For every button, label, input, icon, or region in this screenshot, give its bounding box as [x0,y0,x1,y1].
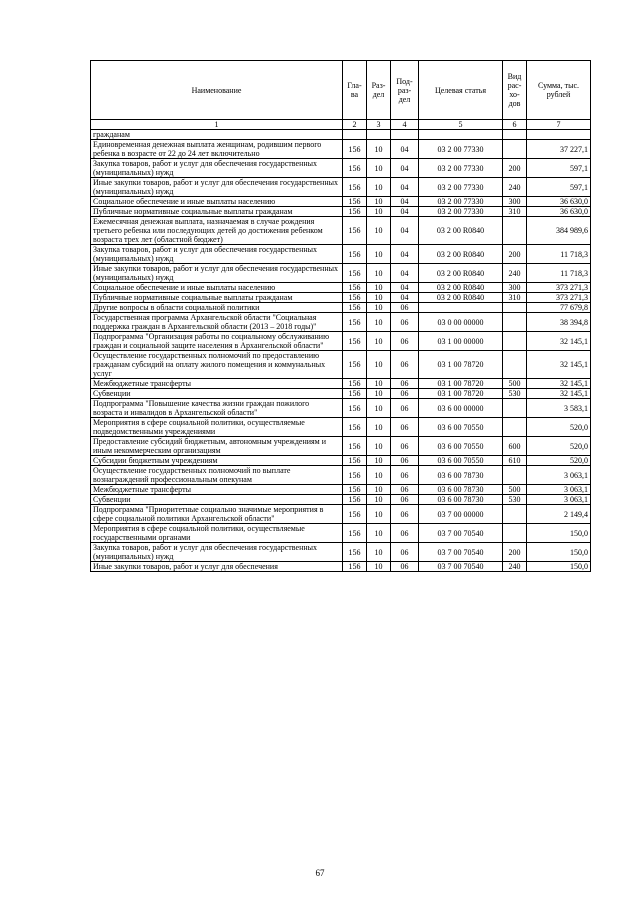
cell-podrazdel: 06 [391,485,419,495]
cell-sum: 37 227,1 [527,140,591,159]
cell-podrazdel: 06 [391,524,419,543]
cell-sum: 150,0 [527,524,591,543]
table-row [91,207,591,217]
cell-name: Закупка товаров, работ и услуг для обеспечения государственных (муниципальных) нужд [91,543,343,562]
column-number: 5 [419,120,503,130]
cell-glava: 156 [343,505,367,524]
header-target: Целевая статья [419,61,503,120]
cell-target: 03 2 00 77330 [419,197,503,207]
cell-podrazdel [391,130,419,140]
cell-name: Субвенции [91,389,343,399]
cell-vid: 240 [503,264,527,283]
cell-target: 03 2 00 R0840 [419,245,503,264]
column-number: 4 [391,120,419,130]
cell-podrazdel: 04 [391,283,419,293]
cell-glava: 156 [343,543,367,562]
cell-name: Социальное обеспечение и иные выплаты населению [91,283,343,293]
cell-target: 03 1 00 00000 [419,332,503,351]
cell-name: Иные закупки товаров, работ и услуг для обеспечения государственных (муниципальных) нужд [91,178,343,197]
cell-name: Другие вопросы в области социальной политики [91,303,343,313]
header-razdel: Раз-дел [367,61,391,120]
table-row [91,562,591,572]
cell-razdel: 10 [367,379,391,389]
cell-glava: 156 [343,485,367,495]
cell-name: Иные закупки товаров, работ и услуг для обеспечения государственных (муниципальных) нужд [91,264,343,283]
cell-sum: 373 271,3 [527,283,591,293]
cell-razdel: 10 [367,456,391,466]
cell-name: Иные закупки товаров, работ и услуг для обеспечения [91,562,343,572]
cell-glava: 156 [343,159,367,178]
cell-razdel: 10 [367,437,391,456]
table-row [91,140,591,159]
cell-vid: 240 [503,562,527,572]
cell-sum: 36 630,0 [527,197,591,207]
cell-razdel: 10 [367,283,391,293]
table-row [91,313,591,332]
table-row [91,543,591,562]
cell-vid [503,130,527,140]
cell-podrazdel: 06 [391,562,419,572]
cell-podrazdel: 04 [391,245,419,264]
table-header-row [91,61,591,120]
cell-sum: 373 271,3 [527,293,591,303]
cell-razdel: 10 [367,505,391,524]
cell-target [419,303,503,313]
cell-razdel: 10 [367,313,391,332]
cell-name: Мероприятия в сфере социальной политики, осуществляемые подведомственными учреждениями [91,418,343,437]
cell-podrazdel: 06 [391,399,419,418]
cell-vid [503,140,527,159]
cell-target: 03 6 00 70550 [419,456,503,466]
cell-glava: 156 [343,197,367,207]
cell-sum: 32 145,1 [527,389,591,399]
cell-vid [503,217,527,245]
table-row [91,351,591,379]
cell-vid: 610 [503,456,527,466]
cell-glava: 156 [343,140,367,159]
cell-vid [503,313,527,332]
cell-razdel: 10 [367,351,391,379]
cell-vid [503,505,527,524]
cell-podrazdel: 06 [391,379,419,389]
cell-sum: 150,0 [527,562,591,572]
cell-podrazdel: 04 [391,217,419,245]
cell-name: Государственная программа Архангельской области "Социальная поддержка граждан в Архангельской области (2013 – 2018 годы)" [91,313,343,332]
cell-podrazdel: 06 [391,418,419,437]
cell-glava: 156 [343,389,367,399]
cell-razdel: 10 [367,399,391,418]
cell-target: 03 7 00 70540 [419,562,503,572]
cell-razdel: 10 [367,245,391,264]
cell-glava: 156 [343,495,367,505]
cell-name: Предоставление субсидий бюджетным, автономным учреждениям и иным некоммерческим организациям [91,437,343,456]
cell-sum: 11 718,3 [527,245,591,264]
cell-name: Единовременная денежная выплата женщинам, родившим первого ребенка в возрасте от 22 до 24 лет включительно [91,140,343,159]
cell-razdel: 10 [367,389,391,399]
cell-vid [503,351,527,379]
cell-target: 03 1 00 78720 [419,389,503,399]
cell-glava: 156 [343,524,367,543]
cell-vid [503,418,527,437]
cell-vid: 310 [503,293,527,303]
cell-sum: 597,1 [527,159,591,178]
cell-podrazdel: 04 [391,178,419,197]
cell-podrazdel: 06 [391,505,419,524]
table-row [91,437,591,456]
cell-sum: 32 145,1 [527,332,591,351]
table-body [91,130,591,572]
cell-target: 03 1 00 78720 [419,379,503,389]
cell-vid: 530 [503,495,527,505]
cell-glava: 156 [343,456,367,466]
cell-target: 03 2 00 R0840 [419,217,503,245]
cell-podrazdel: 04 [391,140,419,159]
table-row [91,418,591,437]
cell-vid [503,524,527,543]
cell-razdel: 10 [367,332,391,351]
cell-glava: 156 [343,217,367,245]
table-row [91,332,591,351]
cell-sum: 32 145,1 [527,379,591,389]
cell-sum: 384 989,6 [527,217,591,245]
table-row [91,466,591,485]
column-number: 7 [527,120,591,130]
table-row [91,485,591,495]
cell-razdel: 10 [367,524,391,543]
cell-vid: 200 [503,245,527,264]
cell-glava: 156 [343,245,367,264]
cell-target: 03 0 00 00000 [419,313,503,332]
cell-name: Подпрограмма "Организация работы по социальному обслуживанию граждан и социальной защите населения в Архангельской области" [91,332,343,351]
cell-vid: 310 [503,207,527,217]
budget-table [90,60,591,572]
cell-glava: 156 [343,207,367,217]
cell-vid: 200 [503,543,527,562]
cell-sum: 3 063,1 [527,495,591,505]
cell-sum: 11 718,3 [527,264,591,283]
table-row [91,399,591,418]
table-row [91,283,591,293]
cell-razdel: 10 [367,178,391,197]
cell-target: 03 2 00 R0840 [419,264,503,283]
cell-vid: 600 [503,437,527,456]
cell-target: 03 7 00 70540 [419,543,503,562]
cell-podrazdel: 06 [391,313,419,332]
cell-sum: 2 149,4 [527,505,591,524]
cell-vid: 300 [503,197,527,207]
cell-glava: 156 [343,351,367,379]
cell-razdel: 10 [367,418,391,437]
cell-vid: 500 [503,485,527,495]
column-number-row [91,120,591,130]
cell-sum [527,130,591,140]
cell-razdel [367,130,391,140]
cell-glava: 156 [343,303,367,313]
cell-podrazdel: 06 [391,389,419,399]
cell-target: 03 7 00 70540 [419,524,503,543]
cell-podrazdel: 04 [391,159,419,178]
cell-target: 03 6 00 70550 [419,437,503,456]
cell-razdel: 10 [367,140,391,159]
cell-glava: 156 [343,466,367,485]
table-row [91,178,591,197]
column-number: 2 [343,120,367,130]
cell-sum: 150,0 [527,543,591,562]
cell-name: Закупка товаров, работ и услуг для обеспечения государственных (муниципальных) нужд [91,159,343,178]
cell-vid [503,466,527,485]
cell-vid: 530 [503,389,527,399]
cell-podrazdel: 06 [391,351,419,379]
cell-podrazdel: 04 [391,197,419,207]
cell-podrazdel: 06 [391,495,419,505]
cell-name: Публичные нормативные социальные выплаты гражданам [91,207,343,217]
cell-target: 03 2 00 77330 [419,207,503,217]
table-row [91,505,591,524]
cell-glava: 156 [343,332,367,351]
cell-sum: 520,0 [527,437,591,456]
header-vid: Вид рас-хо-дов [503,61,527,120]
cell-sum: 3 063,1 [527,466,591,485]
cell-name: Подпрограмма "Повышение качества жизни граждан пожилого возраста и инвалидов в Архангельской области" [91,399,343,418]
cell-sum: 38 394,8 [527,313,591,332]
cell-glava: 156 [343,418,367,437]
cell-name: Публичные нормативные социальные выплаты гражданам [91,293,343,303]
cell-glava: 156 [343,283,367,293]
cell-podrazdel: 04 [391,264,419,283]
cell-podrazdel: 06 [391,456,419,466]
cell-razdel: 10 [367,159,391,178]
cell-sum: 3 583,1 [527,399,591,418]
header-glava: Гла-ва [343,61,367,120]
table-row [91,524,591,543]
cell-glava: 156 [343,437,367,456]
cell-glava: 156 [343,178,367,197]
cell-name: Межбюджетные трансферты [91,379,343,389]
cell-name: Мероприятия в сфере социальной политики, осуществляемые государственными органами [91,524,343,543]
table-row [91,389,591,399]
table-row [91,456,591,466]
cell-podrazdel: 04 [391,293,419,303]
table-row [91,130,591,140]
cell-sum: 597,1 [527,178,591,197]
cell-target: 03 6 00 78730 [419,485,503,495]
cell-vid [503,332,527,351]
cell-name: Субсидии бюджетным учреждениям [91,456,343,466]
cell-vid: 240 [503,178,527,197]
table-row [91,303,591,313]
table-row [91,217,591,245]
cell-sum: 77 679,8 [527,303,591,313]
cell-target [419,130,503,140]
cell-target: 03 7 00 00000 [419,505,503,524]
cell-glava: 156 [343,313,367,332]
table-row [91,293,591,303]
cell-podrazdel: 06 [391,303,419,313]
cell-glava: 156 [343,264,367,283]
header-podrazdel: Под-раз-дел [391,61,419,120]
column-number: 1 [91,120,343,130]
cell-sum: 36 630,0 [527,207,591,217]
cell-target: 03 1 00 78720 [419,351,503,379]
cell-target: 03 2 00 77330 [419,178,503,197]
header-sum: Сумма, тыс. рублей [527,61,591,120]
cell-razdel: 10 [367,217,391,245]
page-number: 67 [315,868,325,878]
cell-razdel: 10 [367,197,391,207]
cell-name: Осуществление государственных полномочий по выплате вознаграждений профессиональным опекунам [91,466,343,485]
cell-razdel: 10 [367,293,391,303]
cell-vid [503,399,527,418]
cell-name: Подпрограмма "Приоритетные социально значимые мероприятия в сфере социальной политики Архангельской области" [91,505,343,524]
table-row [91,245,591,264]
cell-name: Социальное обеспечение и иные выплаты населению [91,197,343,207]
table-row [91,379,591,389]
cell-sum: 3 063,1 [527,485,591,495]
cell-glava: 156 [343,562,367,572]
cell-razdel: 10 [367,485,391,495]
cell-target: 03 6 00 70550 [419,418,503,437]
cell-target: 03 2 00 R0840 [419,283,503,293]
cell-glava: 156 [343,293,367,303]
cell-glava: 156 [343,379,367,389]
cell-name: Субвенции [91,495,343,505]
cell-razdel: 10 [367,264,391,283]
cell-podrazdel: 04 [391,207,419,217]
cell-vid: 500 [503,379,527,389]
cell-glava: 156 [343,399,367,418]
column-number: 3 [367,120,391,130]
cell-razdel: 10 [367,543,391,562]
cell-name: гражданам [91,130,343,140]
cell-name: Закупка товаров, работ и услуг для обеспечения государственных (муниципальных) нужд [91,245,343,264]
column-number: 6 [503,120,527,130]
cell-podrazdel: 06 [391,466,419,485]
cell-podrazdel: 06 [391,543,419,562]
cell-razdel: 10 [367,562,391,572]
cell-name: Осуществление государственных полномочий по предоставлению гражданам субсидий на оплату жилого помещения и коммунальных услуг [91,351,343,379]
table-row [91,159,591,178]
cell-sum: 32 145,1 [527,351,591,379]
header-name: Наименование [91,61,343,120]
cell-vid: 200 [503,159,527,178]
cell-glava [343,130,367,140]
cell-vid: 300 [503,283,527,293]
table-row [91,197,591,207]
cell-razdel: 10 [367,207,391,217]
cell-razdel: 10 [367,495,391,505]
table-row [91,495,591,505]
cell-podrazdel: 06 [391,437,419,456]
cell-sum: 520,0 [527,456,591,466]
cell-target: 03 6 00 78730 [419,466,503,485]
cell-sum: 520,0 [527,418,591,437]
cell-vid [503,303,527,313]
cell-target: 03 2 00 77330 [419,140,503,159]
cell-name: Межбюджетные трансферты [91,485,343,495]
cell-target: 03 6 00 00000 [419,399,503,418]
cell-target: 03 2 00 R0840 [419,293,503,303]
table-row [91,264,591,283]
cell-name: Ежемесячная денежная выплата, назначаемая в случае рождения третьего ребенка или последующих детей до достижения ребенком возраста трех лет (областной бюджет) [91,217,343,245]
cell-podrazdel: 06 [391,332,419,351]
cell-razdel: 10 [367,303,391,313]
cell-target: 03 6 00 78730 [419,495,503,505]
cell-razdel: 10 [367,466,391,485]
cell-target: 03 2 00 77330 [419,159,503,178]
